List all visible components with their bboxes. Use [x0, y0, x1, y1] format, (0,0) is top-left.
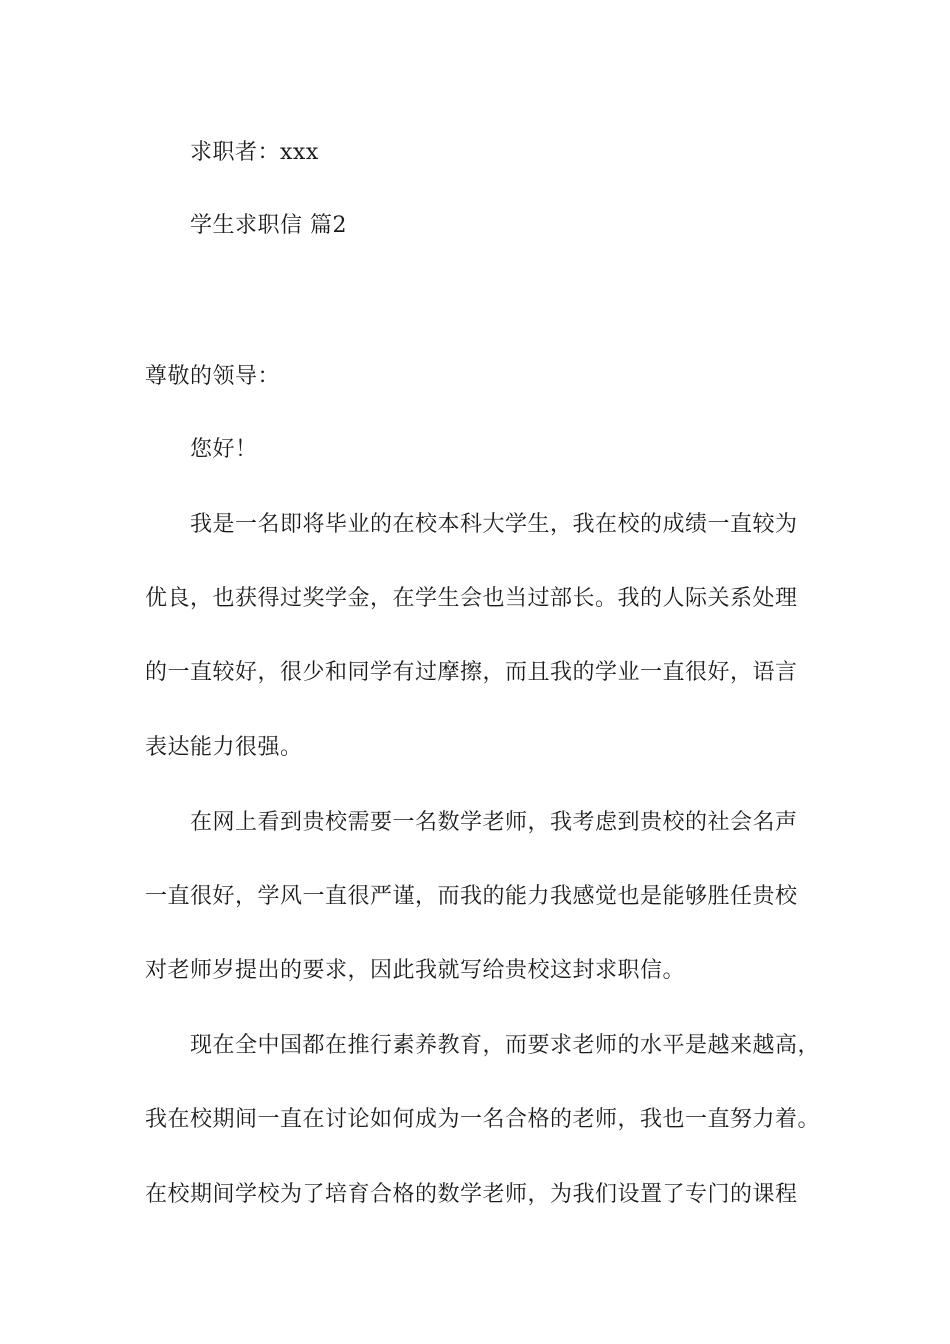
paragraph3-line3: 在校期间学校为了培育合格的数学老师，为我们设置了专门的课程 [145, 1182, 798, 1207]
paragraph1-line1: 我是一名即将毕业的在校本科大学生，我在校的成绩一直较为 [190, 512, 798, 537]
paragraph3-line2: 我在校期间一直在讨论如何成为一名合格的老师，我也一直努力着。 [145, 1107, 821, 1132]
paragraph1-line4: 表达能力很强。 [145, 735, 303, 760]
paragraph2-line1: 在网上看到贵校需要一名数学老师，我考虑到贵校的社会名声 [190, 810, 798, 835]
greeting: 您好！ [190, 437, 258, 462]
paragraph3-line1: 现在全中国都在推行素养教育，而要求老师的水平是越来越高， [190, 1033, 821, 1058]
paragraph2-line3: 对老师岁提出的要求，因此我就写给贵校这封求职信。 [145, 958, 686, 983]
signature-line: 求职者：xxx [190, 140, 319, 165]
paragraph1-line3: 的一直较好，很少和同学有过摩擦，而且我的学业一直很好，语言 [145, 660, 798, 685]
salutation: 尊敬的领导： [145, 364, 281, 389]
section-title: 学生求职信 篇2 [190, 213, 347, 238]
paragraph1-line2: 优良，也获得过奖学金，在学生会也当过部长。我的人际关系处理 [145, 586, 798, 611]
paragraph2-line2: 一直很好，学风一直很严谨，而我的能力我感觉也是能够胜任贵校 [145, 884, 798, 909]
